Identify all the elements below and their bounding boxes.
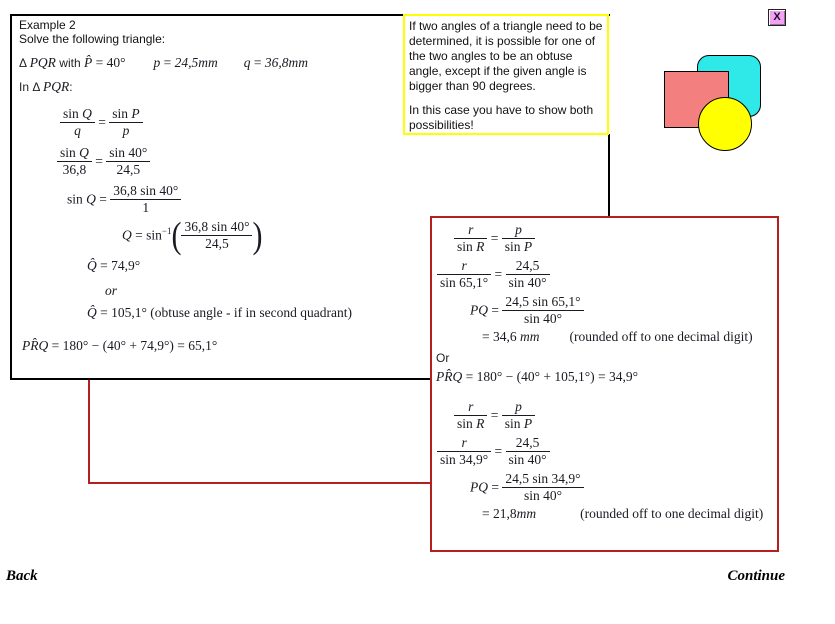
close-button[interactable]: X [768, 9, 786, 26]
equation-line: $\frac{r}{\text{sin R}}$ = $\frac{p}{\text{sin P}}$ [454, 399, 777, 432]
example-subtitle: Solve the following triangle: [19, 32, 166, 46]
equation-line: = 21,8mm (rounded off to one decimal digit) [482, 505, 764, 521]
example-title: Example 2 [19, 18, 76, 32]
fraction: $\frac{r}{\sin 34,9^\circ}$ [437, 435, 491, 468]
equation-line: $\frac{r}{\sin 34,9^\circ}$ = $\frac{24,5}{\sin 40^\circ}$ [437, 435, 777, 468]
connector-line [608, 134, 610, 216]
equation-line: Or [436, 350, 450, 365]
fraction: $\frac{p}{\text{sin P}}$ [502, 222, 535, 255]
equation-line: PR̂Q = 180° − (40° + 105,1°) = 34,9° [436, 368, 639, 384]
equation-line: Q̂ = 74,9° [87, 257, 141, 273]
fraction: $\frac{\text{sin P}}{p}$ [109, 106, 142, 139]
equation-line: PR̂Q = 180° − (40° + 74,9°) = 65,1° [22, 337, 218, 353]
hint-paragraph-1: If two angles of a triangle need to be determined, it is possible for one of the two angles to be an obtuse angle, except if the given angle is bigger than 90 degrees. [409, 19, 603, 93]
equation-line: $\frac{\text{sin Q}}{q}$ = $\frac{\text{sin P}}{p}$ [60, 106, 610, 139]
equation-line: sin Q = $\frac{36,8 \sin 40^\circ}{1}$ [67, 183, 610, 216]
fraction: $\frac{r}{\sin 65,1^\circ}$ [437, 258, 491, 291]
fraction: $\frac{36,8 \sin 40^\circ}{1}$ [110, 183, 181, 216]
fraction: $\frac{r}{\text{sin R}}$ [454, 399, 487, 432]
equation-line: $\frac{r}{\text{sin R}}$ = $\frac{p}{\text{sin P}}$ [454, 222, 777, 255]
hint-callout [403, 14, 609, 135]
yellow-circle-shape [698, 97, 752, 151]
given-values-line: Δ PQR with P̂ = 40° p = 24,5mm q = 36,8mm [19, 54, 308, 70]
equation-line: = 34,6 mm (rounded off to one decimal digit) [482, 328, 753, 344]
back-link[interactable]: Back [6, 568, 38, 584]
continue-link[interactable]: Continue [727, 568, 785, 584]
fraction: $\frac{36,8 \sin 40^\circ}{24,5}$ [181, 219, 252, 252]
equation-line: Q̂ = 105,1° (obtuse angle - if in second quadrant) [87, 304, 352, 320]
in-triangle-line: In Δ PQR: [19, 78, 73, 94]
equation-line: PQ = $\frac{24,5 \sin 65,1^\circ}{\sin 40^\circ}$ [470, 294, 777, 327]
fraction: $\frac{24,5 \sin 65,1^\circ}{\sin 40^\circ}$ [502, 294, 583, 327]
fraction: $\frac{\text{sin Q}}{q}$ [60, 106, 95, 139]
equation-line: $Q = \sin^{-1}$( $\frac{36,8 \sin 40^\circ}{24,5}$ ) [122, 214, 263, 256]
fraction: $\frac{24,5}{\sin 40^\circ}$ [506, 435, 550, 468]
fraction: $\frac{\sin 40^\circ}{24,5}$ [106, 145, 150, 178]
equation-line: PQ = $\frac{24,5 \sin 34,9^\circ}{\sin 40^\circ}$ [470, 471, 777, 504]
fraction: $\frac{p}{\text{sin P}}$ [502, 399, 535, 432]
equation-line: or [105, 282, 118, 298]
equation-line: $\frac{r}{\sin 65,1^\circ}$ = $\frac{24,5}{\sin 40^\circ}$ [437, 258, 777, 291]
solution-equations [434, 220, 777, 522]
fraction: $\frac{24,5 \sin 34,9^\circ}{\sin 40^\circ}$ [502, 471, 583, 504]
hint-paragraph-2: In this case you have to show both possibilities! [409, 103, 594, 132]
solution-panel [430, 216, 779, 552]
fraction: $\frac{r}{\text{sin R}}$ [454, 222, 487, 255]
fraction: $\frac{\text{sin Q}}{36,8}$ [57, 145, 92, 178]
fraction: $\frac{24,5}{\sin 40^\circ}$ [506, 258, 550, 291]
equation-line: $\frac{\text{sin Q}}{36,8}$ = $\frac{\sin 40^\circ}{24,5}$ [57, 145, 610, 178]
